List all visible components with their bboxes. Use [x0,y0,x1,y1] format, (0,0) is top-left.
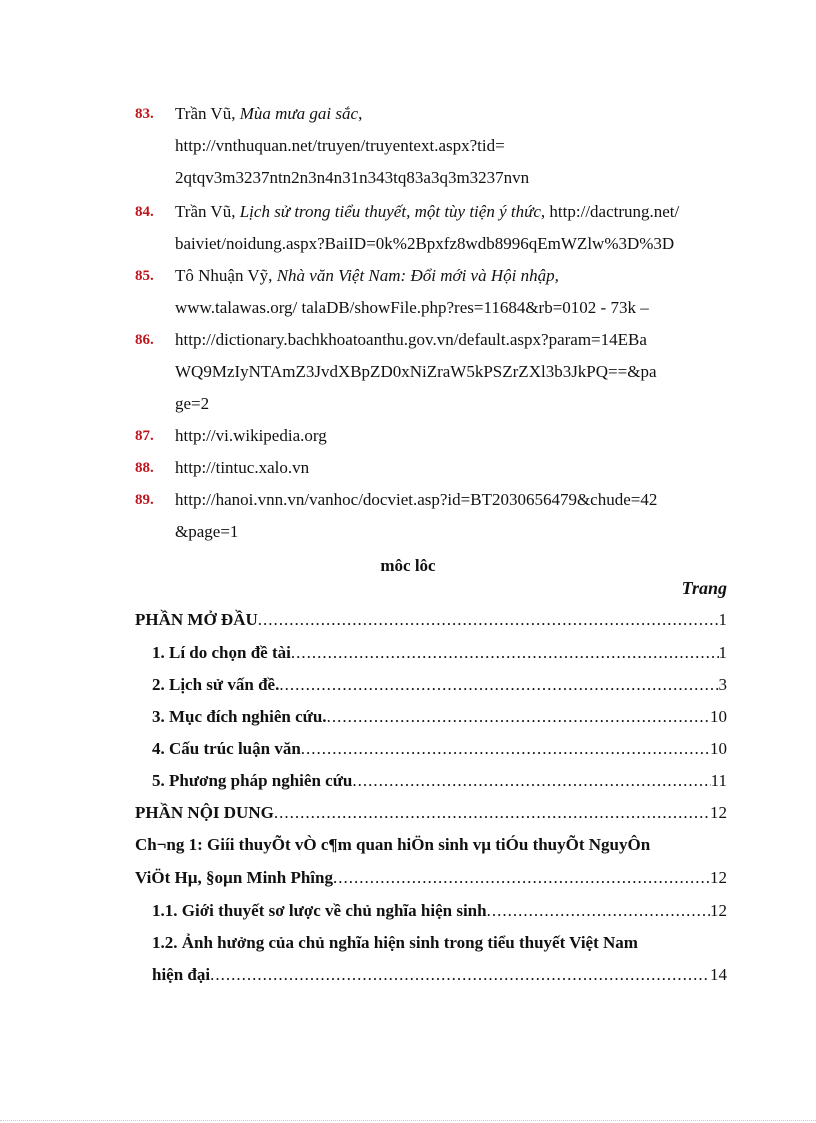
toc-entry[interactable] [152,669,727,701]
reference-number: 89. [135,492,154,508]
reference-link[interactable]: ge=2 [175,394,210,413]
toc-leader [258,604,719,636]
toc-leader [291,637,719,669]
reference-item [135,420,735,452]
reference-line: Trần Vũ, Lịch sử trong tiểu thuyết, một tùy tiện ý thức, http://dactrung.net/ [175,202,680,221]
toc-leader [327,701,710,733]
toc-entry-page: 12 [710,803,727,822]
toc-entry-title: 5. Phương pháp nghiên cứu [152,771,353,790]
toc-entry[interactable] [135,862,727,894]
reference-title: Mùa mưa gai sắc [239,104,359,123]
toc-entry-title: PHẦN NỘI DUNG [135,803,274,822]
toc-entry[interactable] [152,959,727,991]
reference-title: Lịch sử trong tiểu thuyết, một tùy tiện ý thức [239,202,541,221]
toc-entry-page: 11 [710,771,727,790]
page-bottom-rule [0,1120,816,1121]
toc-entry-title: hiện đại [152,965,211,984]
toc-entry-page: 10 [710,739,727,758]
reference-link[interactable]: http://hanoi.vnn.vn/vanhoc/docviet.asp?id=BT2030656479&chude=42 [175,490,658,509]
toc-entry-title[interactable]: Ch¬ng 1: Giíi thuyÕt vÒ c¶m quan hiÖn sinh vµ tiÓu thuyÕt NguyÔn [135,835,651,854]
reference-item [135,196,735,260]
toc-entry-title: 1.1. Giới thuyết sơ lược về chủ nghĩa hiện sinh [152,901,487,920]
toc-entry-page: 14 [710,965,727,984]
reference-line: Tô Nhuận Vỹ, Nhà văn Việt Nam: Đổi mới và Hội nhập, [175,266,559,285]
reference-number: 83. [135,106,154,122]
toc-entry[interactable] [152,895,727,927]
reference-link[interactable]: &page=1 [175,522,239,541]
toc-entry[interactable] [152,637,727,669]
toc-leader [210,959,710,991]
reference-link[interactable]: baiviet/noidung.aspx?BaiID=0k%2Bpxfz8wdb8996qEmWZlw%3D%3D [175,234,675,253]
reference-item [135,98,735,194]
reference-link[interactable]: www.talawas.org/ talaDB/showFile.php?res=11684&rb=0102 - 73k – [175,298,649,317]
toc-entry-page: 1 [718,610,727,629]
reference-number: 84. [135,204,154,220]
toc-entry-page: 1 [718,643,727,662]
reference-link[interactable]: 2qtqv3m3237ntn2n3n4n31n343tq83a3q3m3237nvn [175,168,530,187]
toc-entry-page: 10 [710,707,727,726]
toc-entry-title: PHẦN MỞ ĐẦU [135,610,258,629]
toc-entry-title: 1. Lí do chọn đề tài [152,643,291,662]
toc-leader [301,733,710,765]
toc-heading: môc lôc [380,556,436,575]
toc-entry-title[interactable]: 1.2. Ảnh hưởng của chủ nghĩa hiện sinh trong tiểu thuyết Việt Nam [152,933,638,952]
toc-leader [487,895,710,927]
toc-leader [352,765,710,797]
reference-number: 86. [135,332,154,348]
reference-line: Trần Vũ, Mùa mưa gai sắc, [175,104,363,123]
reference-item [135,324,735,420]
reference-link[interactable]: http://vi.wikipedia.org [175,426,327,445]
toc-entry[interactable] [152,701,727,733]
toc-entry[interactable] [152,765,727,797]
reference-number: 88. [135,460,154,476]
toc-entry-title: 2. Lịch sử vấn đề. [152,675,280,694]
reference-item [135,452,735,484]
toc-entry[interactable] [152,733,727,765]
reference-title: Nhà văn Việt Nam: Đổi mới và Hội nhập, [276,266,559,285]
toc-entry-page: 12 [710,901,727,920]
toc-leader [274,797,710,829]
toc-page-label: Trang [681,578,727,598]
reference-number: 87. [135,428,154,444]
toc-entry-page: 3 [718,675,727,694]
toc-entry-title: 4. Cấu trúc luận văn [152,739,301,758]
toc-entry[interactable] [135,797,727,829]
reference-link[interactable]: http://dictionary.bachkhoatoanthu.gov.vn/default.aspx?param=14EBa [175,330,647,349]
reference-number: 85. [135,268,154,284]
toc-entry-page: 12 [710,868,727,887]
reference-item [135,260,735,324]
toc-leader [333,862,710,894]
reference-link[interactable]: http://vnthuquan.net/truyen/truyentext.aspx?tid= [175,136,505,155]
reference-item [135,484,735,548]
toc-entry-title: 3. Mục đích nghiên cứu. [152,707,327,726]
reference-link[interactable]: http://tintuc.xalo.vn [175,458,310,477]
toc-entry-title: ViÖt Hµ, §oµn Minh Phîng [135,868,333,887]
reference-link[interactable]: WQ9MzIyNTAmZ3JvdXBpZD0xNiZraW5kPSZrZXl3b3JkPQ==&pa [175,362,657,381]
toc-entry[interactable] [135,604,727,636]
toc-leader [279,669,718,701]
